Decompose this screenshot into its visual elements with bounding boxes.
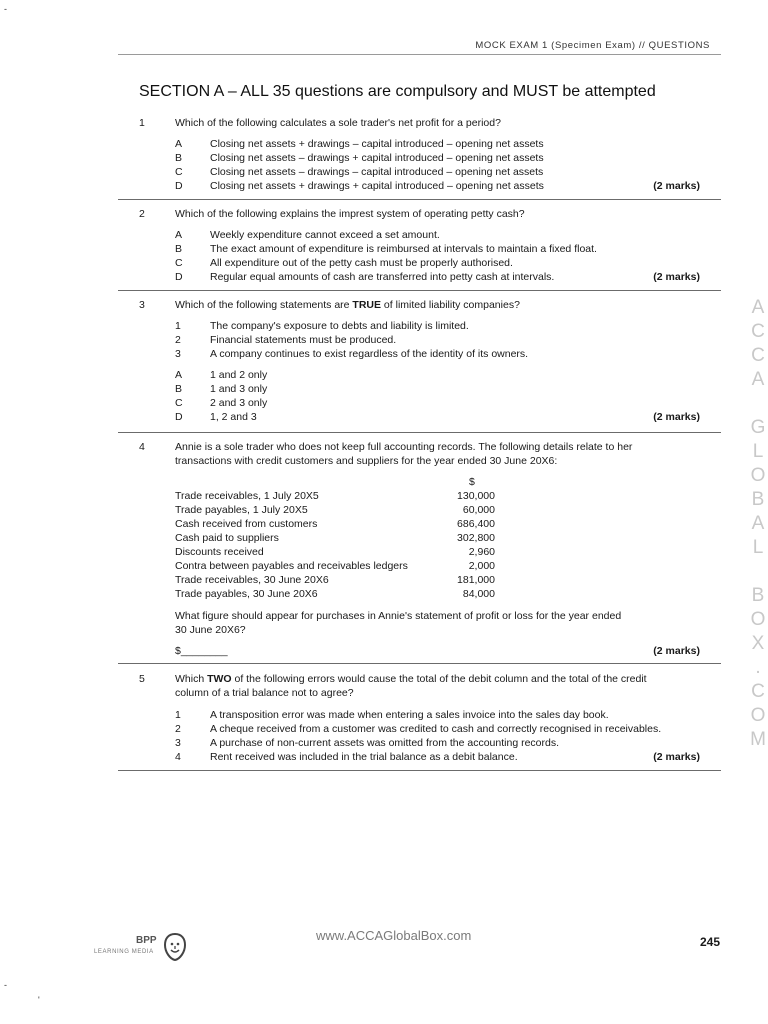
question-2: 2 Which of the following explains the imprest system of operating petty cash? A Weekly expenditure cannot exceed a set amount. B The exact amount of expenditure is reimbursed at intervals to maintain a fixed float. C All expenditure out of the petty cash must be properly authorised. D Regular equal amounts of cash are transferred into petty cash at intervals. (2 marks) <box>118 207 721 287</box>
table-row: Trade payables, 30 June 20X6 84,000 <box>175 588 495 600</box>
table-row: Cash paid to suppliers 302,800 <box>175 532 495 544</box>
watermark-letter: O <box>750 705 766 726</box>
question-divider <box>118 290 721 291</box>
question-stem: Which of the following calculates a sole trader's net profit for a period? <box>175 117 501 129</box>
question-number: 3 <box>139 299 145 311</box>
watermark-letter: X <box>751 633 765 654</box>
watermark-letter: C <box>751 321 765 342</box>
question-number: 5 <box>139 673 145 685</box>
question-number: 1 <box>139 117 145 129</box>
watermark-letter: B <box>751 489 765 510</box>
question-1: 1 Which of the following calculates a sole trader's net profit for a period? A Closing net assets + drawings – capital introduced – opening net assets B Closing net assets – drawings + capital introduced – opening net assets C Closing net assets – drawings – capital introduced – opening net assets D Closing net assets + drawings + capital introduced – opening net assets (2 marks) <box>118 116 721 196</box>
question-stem: Which of the following statements are TRUE of limited liability companies? <box>175 299 520 311</box>
watermark-letter: A <box>751 297 765 318</box>
question-follow-up: What figure should appear for purchases in Annie's statement of profit or loss for the year ended 30 June 20X6? <box>175 610 622 636</box>
table-row: Trade payables, 1 July 20X5 60,000 <box>175 504 495 516</box>
table-row: Contra between payables and receivables ledgers 2,000 <box>175 560 495 572</box>
question-divider <box>118 770 721 771</box>
table-row: Trade receivables, 30 June 20X6 181,000 <box>175 574 495 586</box>
watermark-letter: O <box>750 609 766 630</box>
corner-mark: ' <box>38 995 40 1005</box>
watermark-letter: L <box>752 537 764 558</box>
question-number: 2 <box>139 208 145 220</box>
question-divider <box>118 663 721 664</box>
watermark-letter: B <box>751 585 765 606</box>
logo-text: BPP <box>136 935 157 946</box>
watermark-letter: G <box>750 417 766 438</box>
corner-mark: - <box>4 980 7 990</box>
question-3: 3 Which of the following statements are TRUE of limited liability companies? 1 The company's exposure to debts and liability is limited. 2 Financial statements must be produced. 3 A company continues to exist regardless of the identity of its owners. A 1 and 2 only B 1 and 3 only C 2 and 3 only D 1, 2 and 3 (2 marks) <box>118 298 721 428</box>
watermark-letter <box>746 560 768 584</box>
corner-mark: - <box>4 4 7 14</box>
watermark-letter: M <box>750 729 766 750</box>
watermark-letter <box>746 392 768 416</box>
lion-icon <box>163 933 187 961</box>
watermark-letter: A <box>751 513 765 534</box>
marks-label: (2 marks) <box>653 411 700 423</box>
question-stem: Which of the following explains the imprest system of operating petty cash? <box>175 208 525 220</box>
bpp-logo <box>88 933 188 963</box>
marks-label: (2 marks) <box>653 271 700 283</box>
question-divider <box>118 432 721 433</box>
watermark-letter: . <box>755 657 761 678</box>
logo-subtext: LEARNING MEDIA <box>94 949 154 955</box>
footer-url: www.ACCAGlobalBox.com <box>316 928 472 943</box>
table-row: Discounts received 2,960 <box>175 546 495 558</box>
table-row: Trade receivables, 1 July 20X5 130,000 <box>175 490 495 502</box>
running-head: MOCK EXAM 1 (Specimen Exam) // QUESTIONS <box>475 40 710 51</box>
question-4-follow-up <box>118 609 721 659</box>
question-divider <box>118 199 721 200</box>
page-number: 245 <box>699 935 720 949</box>
watermark <box>746 296 768 752</box>
header-divider <box>118 54 721 55</box>
data-table <box>175 489 495 601</box>
section-title: SECTION A – ALL 35 questions are compulsory and MUST be attempted <box>139 83 656 100</box>
question-number: 4 <box>139 441 145 453</box>
answer-blank[interactable]: $________ <box>175 645 228 657</box>
watermark-letter: O <box>750 465 766 486</box>
question-stem: Which TWO of the following errors would cause the total of the debit column and the total of the credit column of a trial balance not to agree? <box>175 673 647 699</box>
watermark-letter: L <box>752 441 764 462</box>
marks-label: (2 marks) <box>653 180 700 192</box>
marks-label: (2 marks) <box>653 645 700 657</box>
question-5: 5 Which TWO of the following errors would cause the total of the debit column and the total of the credit column of a trial balance not to agree? 1 A transposition error was made when entering a sales invoice into the sales day book. 2 A cheque received from a customer was credited to cash and correctly recognised in receivables. 3 A purchase of non-current assets was omitted from the accounting records. 4 Rent received was included in the trial balance as a debit balance. (2 marks) <box>118 672 721 768</box>
watermark-letter: C <box>751 681 765 702</box>
watermark-letter: A <box>751 369 765 390</box>
table-row: Cash received from customers 686,400 <box>175 518 495 530</box>
marks-label: (2 marks) <box>653 751 700 763</box>
currency-header: $ <box>469 476 475 488</box>
watermark-letter: C <box>751 345 765 366</box>
question-stem: Annie is a sole trader who does not keep full accounting records. The following details relate to her transactions with credit customers and suppliers for the year ended 30 June 20X6: <box>175 441 633 467</box>
